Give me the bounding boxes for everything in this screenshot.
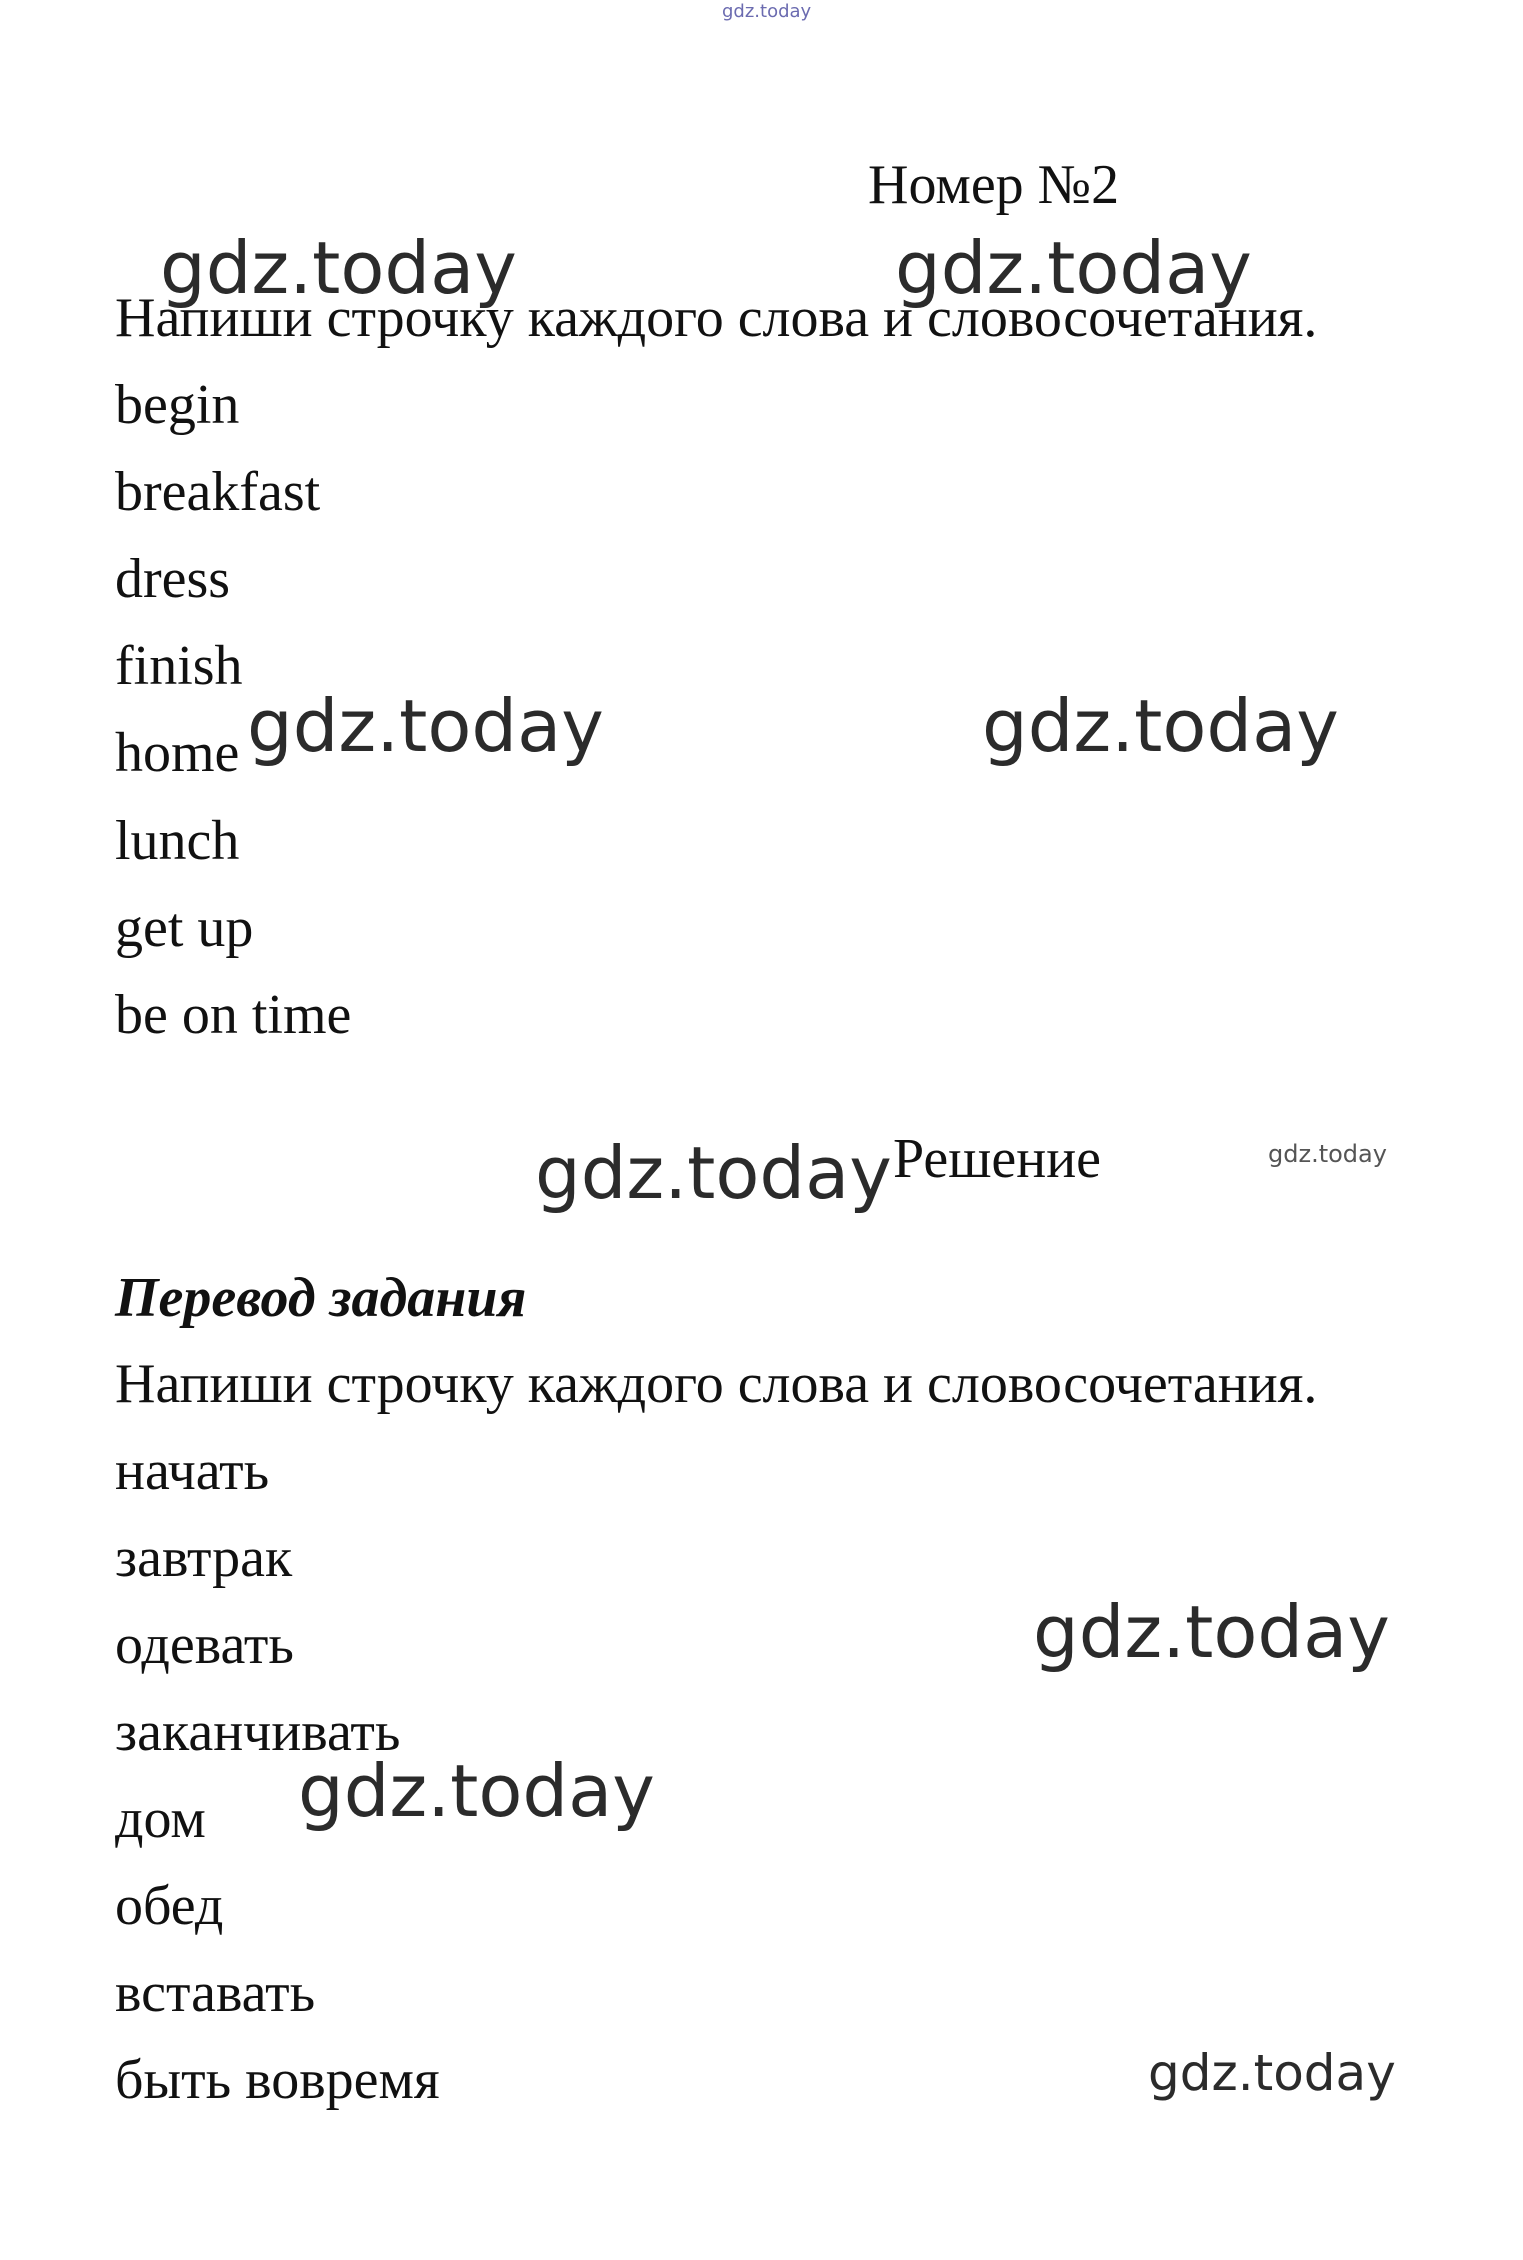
task-word-home: home [115,722,240,784]
translation-heading: Перевод задания [115,1267,527,1329]
watermark-9: gdz.today [1148,2044,1396,2102]
task-word-lunch: lunch [115,810,240,872]
task-word-breakfast: breakfast [115,461,321,523]
translation-word-2: завтрак [115,1527,293,1589]
watermark-2: gdz.today [895,226,1252,310]
translation-word-4: заканчивать [115,1701,401,1763]
watermark-8: gdz.today [298,1749,655,1833]
watermark-5: gdz.today [535,1131,892,1215]
translation-word-8: быть вовремя [115,2049,440,2111]
solution-title: Решение [893,1128,1102,1190]
translation-word-1: начать [115,1440,270,1502]
watermark-top: gdz.today [722,1,812,22]
watermark-7: gdz.today [1033,1590,1390,1674]
task-word-be-on-time: be on time [115,984,352,1046]
task-word-get-up: get up [115,897,254,959]
watermark-4: gdz.today [982,684,1339,768]
watermark-1: gdz.today [160,226,517,310]
page-title: Номер №2 [868,154,1120,216]
watermark-3: gdz.today [247,684,604,768]
task-instruction: Напиши строчку каждого слова и словосочетания. [115,287,1318,349]
translation-word-7: вставать [115,1962,316,2024]
task-word-finish: finish [115,635,243,697]
task-word-dress: dress [115,548,231,610]
translation-word-6: обед [115,1875,224,1937]
translation-word-3: одевать [115,1614,294,1676]
translation-word-5: дом [115,1788,206,1850]
translation-instruction: Напиши строчку каждого слова и словосочетания. [115,1353,1318,1415]
task-word-begin: begin [115,374,240,436]
watermark-6: gdz.today [1268,1140,1387,1168]
